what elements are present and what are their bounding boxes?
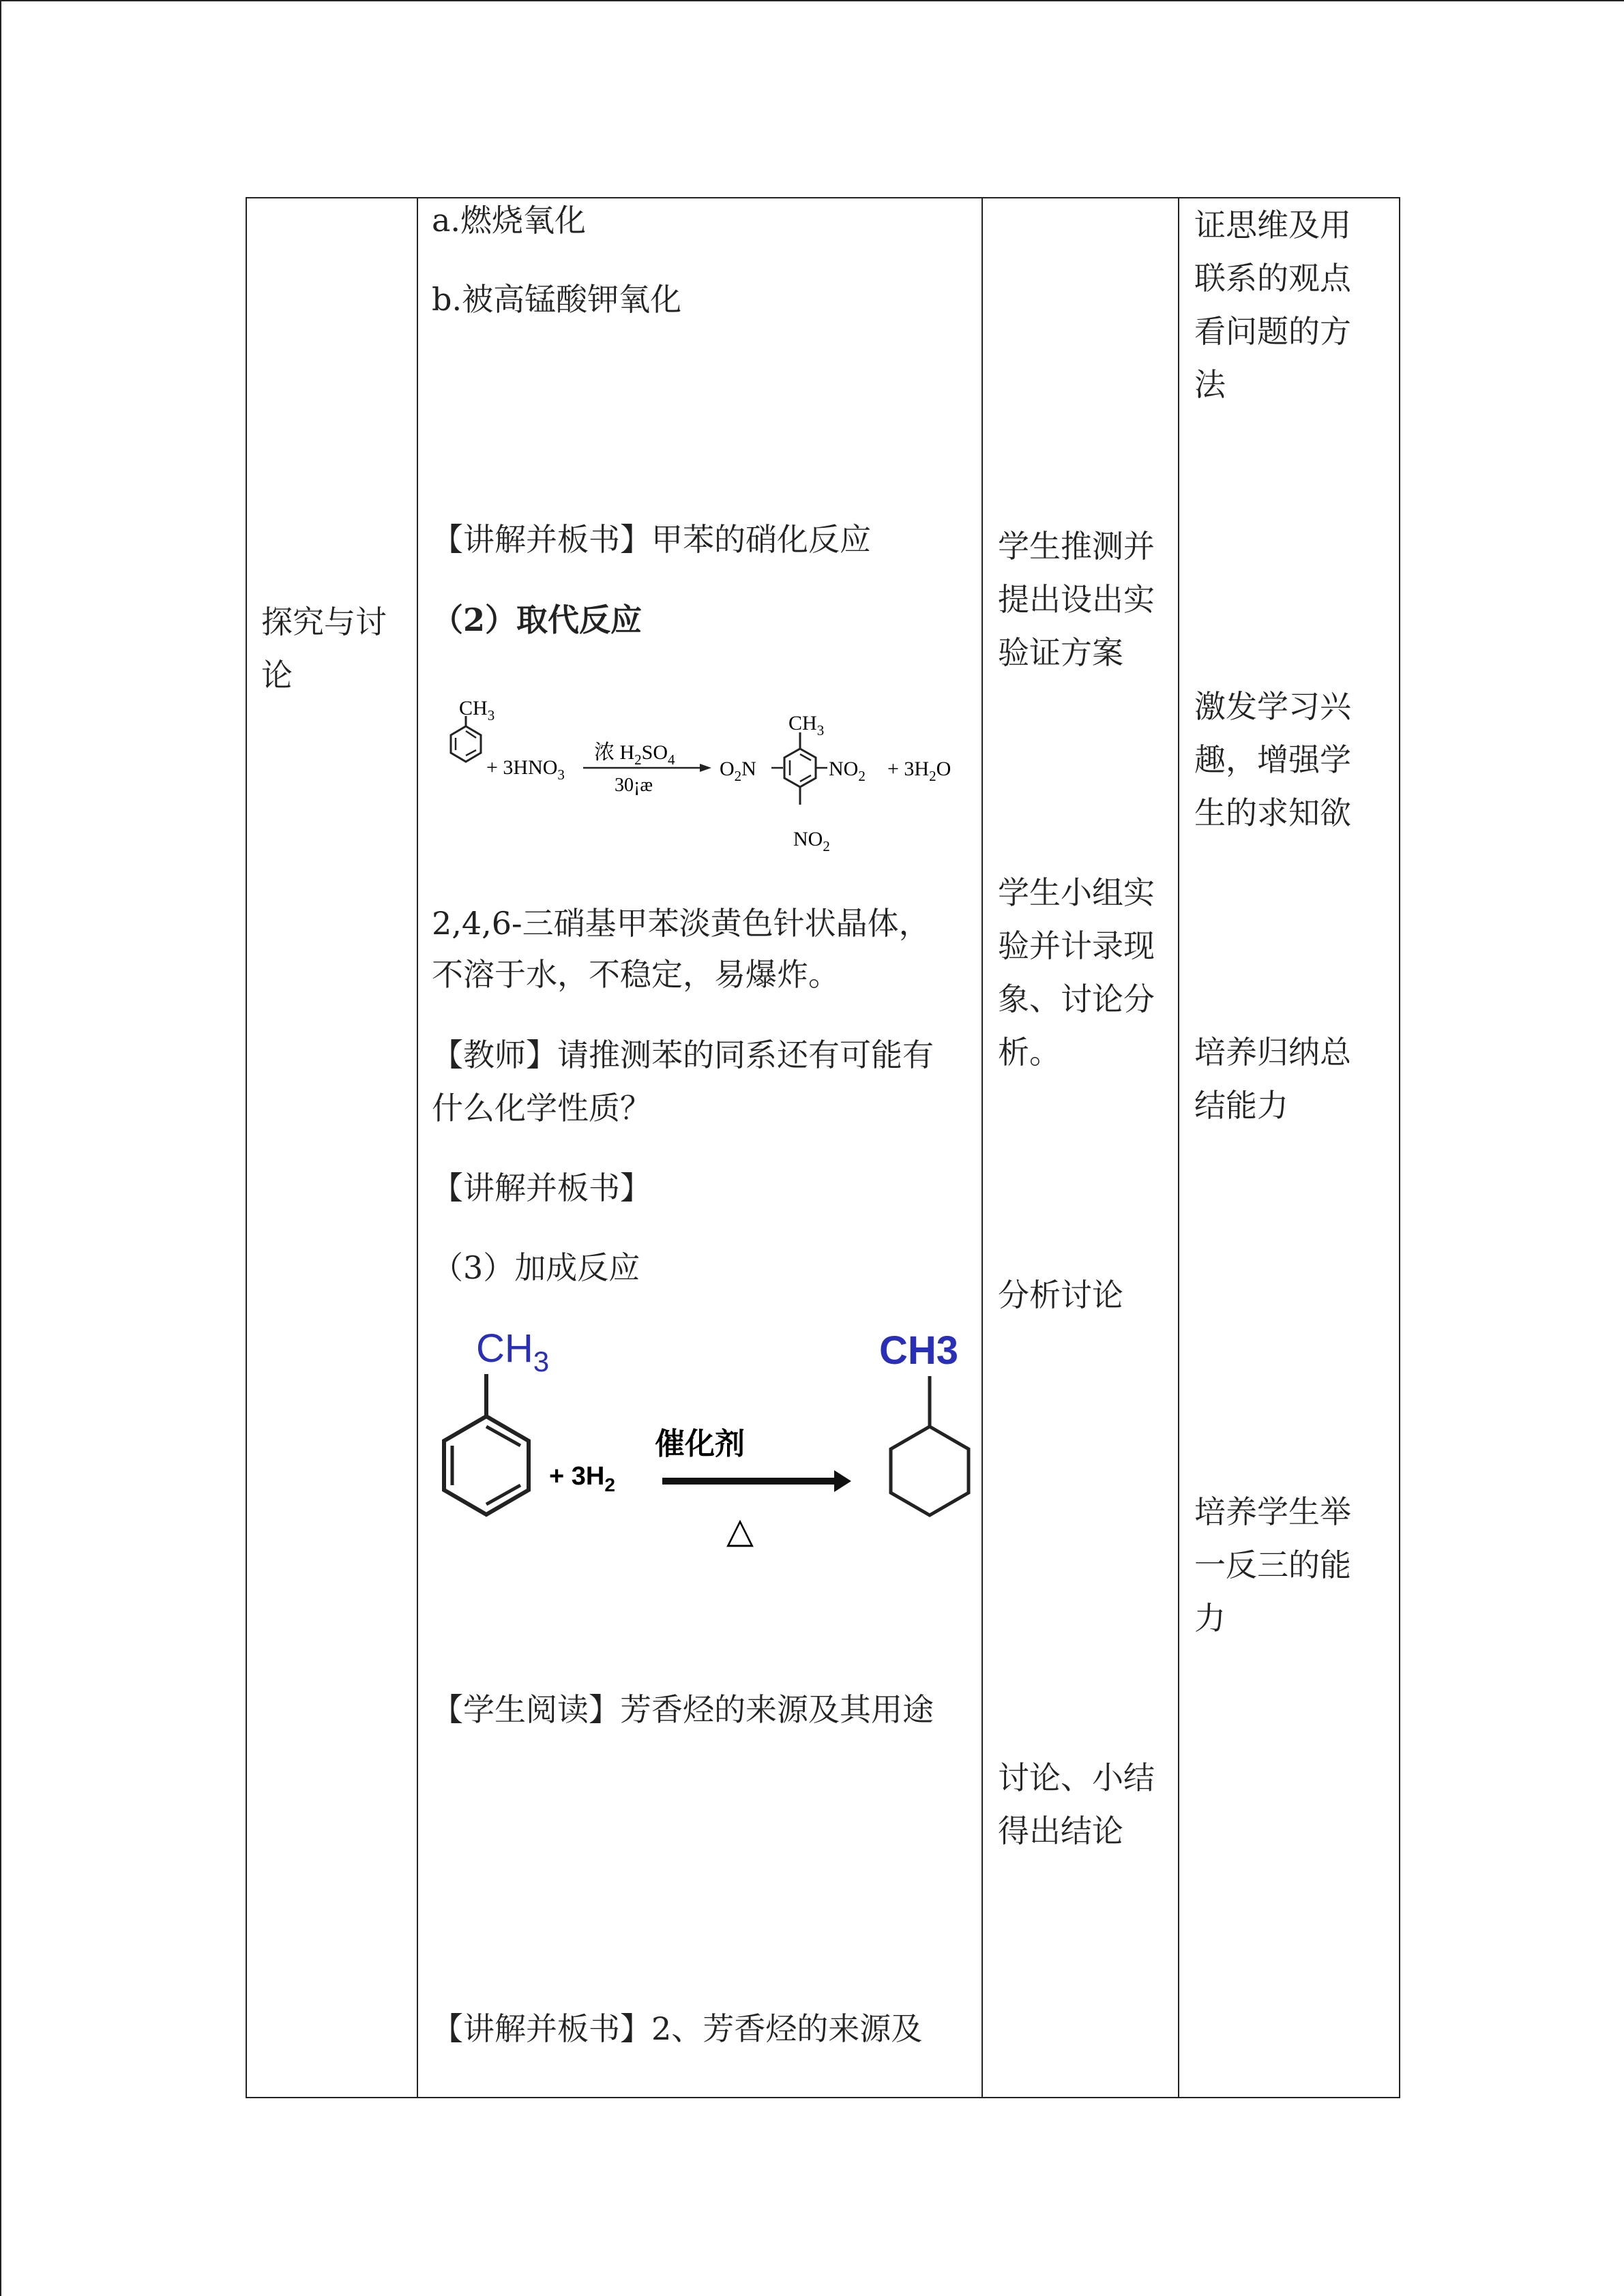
methyl-right-label: CH3 [879, 1328, 959, 1373]
tnt-ch3: $CH_3$ [788, 712, 825, 739]
purpose-block-2-line-1: 激发学习兴 [1194, 688, 1351, 725]
purpose-block-1-line-2: 联系的观点 [1194, 260, 1351, 297]
purpose-block-1-line-3: 看问题的方 [1194, 313, 1351, 350]
table-divider-3 [1178, 197, 1179, 2098]
nitration-equation [432, 689, 977, 859]
student-block-2-line-1: 学生小组实 [998, 874, 1155, 911]
benzene-ring-icon [444, 1416, 529, 1515]
purpose-block-2-line-3: 生的求知欲 [1194, 794, 1351, 831]
table-divider-1 [417, 197, 418, 2098]
student-block-2-line-2: 验并计录现 [998, 927, 1155, 964]
lesson-table [246, 197, 1400, 2098]
teacher-question-line-1: 【教师】请推测苯的同系还有可能有 [432, 1037, 934, 1073]
heat-symbol: △ [726, 1511, 754, 1551]
toluene-ch3: $CH_3$ [459, 697, 495, 724]
temperature-label: 30¡æ [615, 775, 653, 796]
student-block-4-line-1: 讨论、小结 [998, 1759, 1155, 1796]
purpose-block-1-line-1: 证思维及用 [1194, 207, 1351, 243]
student-block-1-line-1: 学生推测并 [998, 528, 1155, 565]
purpose-block-2-line-2: 趣，增强学 [1194, 741, 1351, 778]
substitution-heading: （2）取代反应 [432, 601, 643, 638]
student-block-2-line-3: 象、讨论分 [998, 981, 1155, 1017]
oxidation-line-a: a.燃烧氧化 [432, 202, 587, 239]
tnt-description-line-2: 不溶于水，不稳定，易爆炸。 [432, 956, 840, 993]
o2n-label: $O_2N$ [720, 758, 756, 784]
student-block-1-line-3: 验证方案 [998, 634, 1123, 671]
catalyst-label: 催化剂 [655, 1427, 745, 1461]
addition-arrow-head-icon [834, 1470, 851, 1492]
no2-right-label: $NO_2$ [829, 758, 866, 784]
water-label: + $3H_2O$ [887, 758, 951, 784]
student-block-1-line-2: 提出设出实 [998, 581, 1155, 618]
nitric-acid-label: + $3HNO_3$ [486, 756, 565, 783]
board-label: 【讲解并板书】 [432, 1169, 651, 1206]
addition-heading: （3）加成反应 [432, 1249, 640, 1286]
tnt-description-line-1: 2,4,6-三硝基甲苯淡黄色针状晶体， [432, 905, 930, 942]
purpose-block-1-line-4: 法 [1194, 366, 1226, 403]
purpose-block-4-line-2: 一反三的能 [1194, 1547, 1351, 1583]
purpose-block-4-line-1: 培养学生举 [1194, 1493, 1351, 1530]
reaction-arrow-head-icon [700, 764, 711, 772]
nitration-title: 【讲解并板书】甲苯的硝化反应 [432, 521, 871, 558]
addition-equation [432, 1323, 981, 1568]
stage-label-line-2: 论 [261, 657, 293, 694]
student-block-2-line-4: 析。 [998, 1034, 1061, 1071]
purpose-block-3-line-2: 结能力 [1194, 1087, 1288, 1124]
student-block-3-line-1: 分析讨论 [998, 1277, 1123, 1313]
stage-label-line-1: 探究与讨 [261, 603, 387, 640]
table-divider-2 [981, 197, 983, 2098]
purpose-block-4-line-3: 力 [1194, 1600, 1226, 1637]
hydrogen-label: + $3H_2$ [549, 1462, 615, 1495]
student-block-4-line-2: 得出结论 [998, 1813, 1123, 1849]
catalyst-label: 浓 $H_2SO_4$ [594, 741, 675, 768]
oxidation-line-b: b.被高锰酸钾氧化 [432, 281, 682, 318]
source-lecture-line: 【讲解并板书】2、芳香烃的来源及 [432, 2010, 923, 2047]
cyclohexane-ring-icon [891, 1427, 969, 1515]
teacher-question-line-2: 什么化学性质？ [432, 1090, 651, 1127]
no2-bottom-label: $NO_2$ [793, 828, 830, 854]
student-reading-line: 【学生阅读】芳香烃的来源及其用途 [432, 1691, 934, 1728]
purpose-block-3-line-1: 培养归纳总 [1194, 1034, 1351, 1071]
methyl-left-label: $CH_3$ [476, 1326, 550, 1377]
